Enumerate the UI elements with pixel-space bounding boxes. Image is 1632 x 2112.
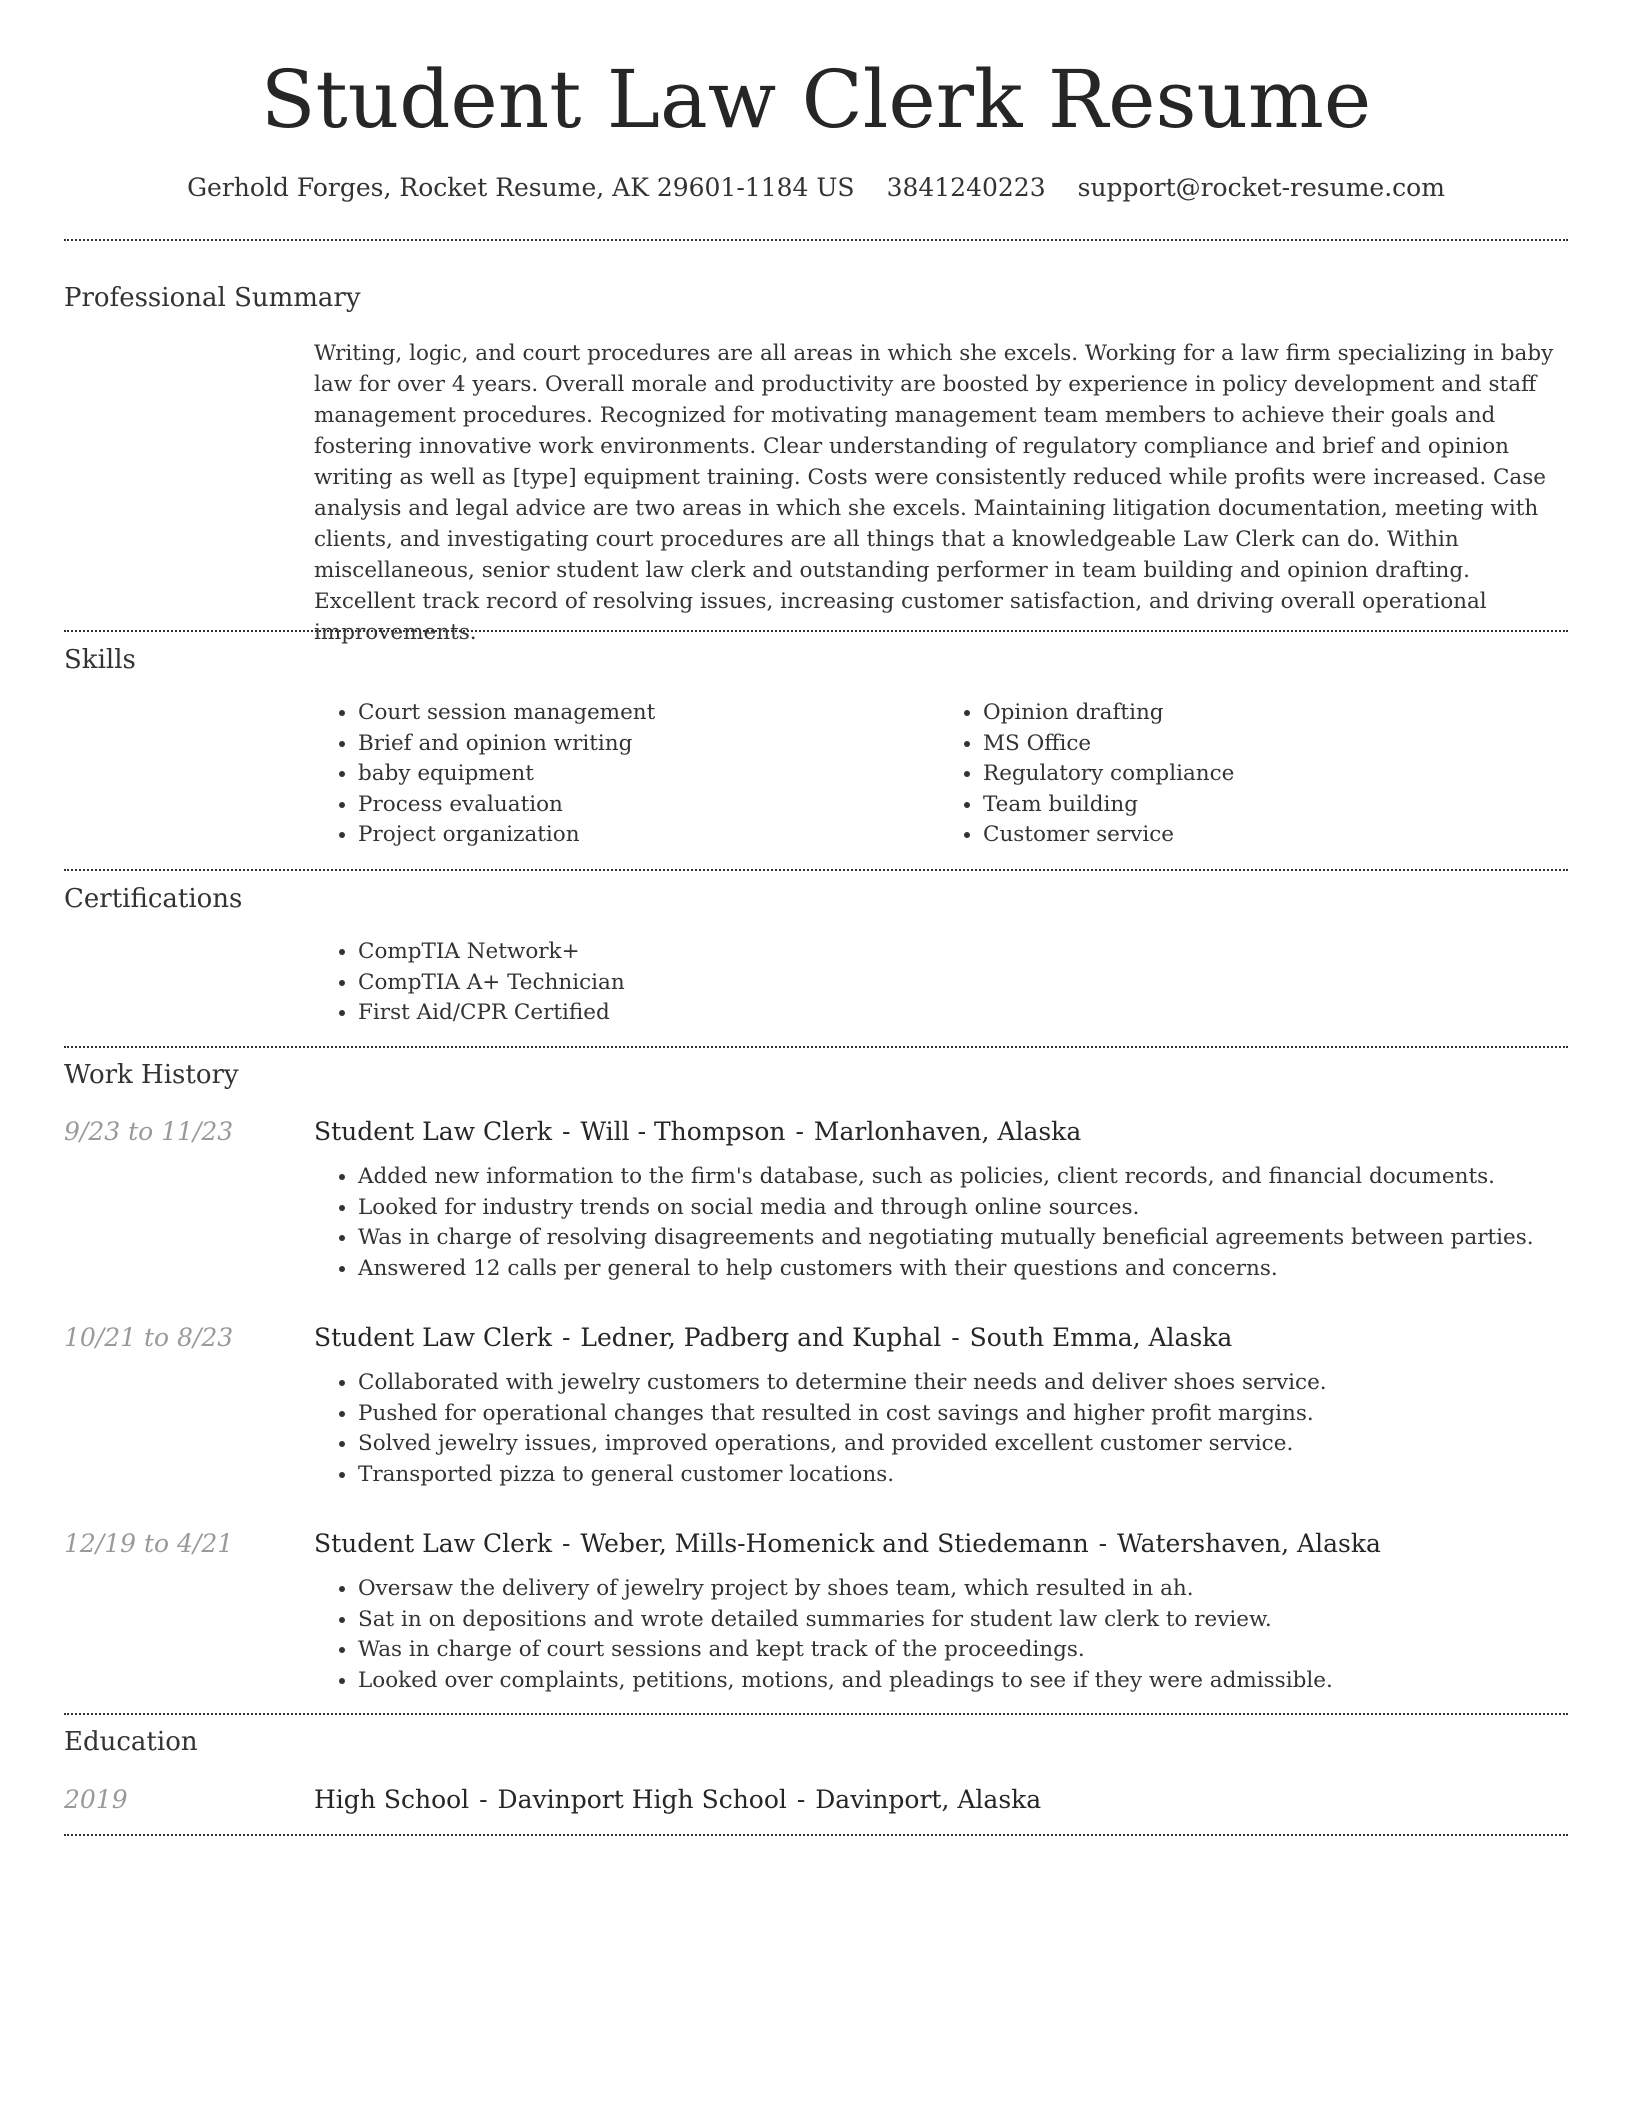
- skills-list: [314, 698, 1564, 851]
- separator: -: [562, 1529, 571, 1558]
- certifications-list: [314, 937, 1564, 1029]
- job-bullet: • Added new information to the firm's database, such as policies, client records, and financial documents.: [358, 1162, 1564, 1193]
- education-degree: High School: [314, 1785, 470, 1814]
- skill-item: • Customer service: [983, 820, 1564, 851]
- divider: [64, 869, 1568, 871]
- separator: -: [1098, 1529, 1108, 1558]
- job-bullet: • Sat in on depositions and wrote detailed summaries for student law clerk to review.: [358, 1605, 1564, 1636]
- skill-item: • Court session management: [358, 698, 939, 729]
- job-bullet: • Collaborated with jewelry customers to determine their needs and deliver shoes service.: [358, 1368, 1564, 1399]
- job-bullets: [314, 1574, 1564, 1696]
- job-entry: [314, 1114, 1564, 1284]
- job-entry: [314, 1320, 1564, 1490]
- contact-line: [0, 170, 1632, 206]
- job-bullets: [314, 1368, 1564, 1490]
- section-heading-summary: Professional Summary: [64, 283, 361, 313]
- summary-body: [314, 338, 1564, 648]
- job-title-line: [314, 1320, 1564, 1356]
- job-bullets: [314, 1162, 1564, 1284]
- skill-item: • Team building: [983, 790, 1564, 821]
- skill-item: • Brief and opinion writing: [358, 729, 939, 760]
- education-location: Davinport, Alaska: [815, 1785, 1042, 1814]
- job-bullet: • Transported pizza to general customer locations.: [358, 1460, 1564, 1491]
- certification-item: • CompTIA A+ Technician: [358, 968, 1564, 999]
- skill-item: • Project organization: [358, 820, 939, 851]
- skill-item: • Process evaluation: [358, 790, 939, 821]
- separator: -: [479, 1785, 488, 1814]
- separator: -: [951, 1323, 960, 1352]
- education-entry: [314, 1782, 1564, 1818]
- job-title-line: [314, 1114, 1564, 1150]
- job-title-line: [314, 1526, 1564, 1562]
- job-company: Ledner, Padberg and Kuphal: [580, 1323, 942, 1352]
- contact-phone: 3841240223: [886, 173, 1046, 202]
- education-line: [314, 1782, 1564, 1818]
- job-title: Student Law Clerk: [314, 1117, 553, 1146]
- summary-text: Writing, logic, and court procedures are all areas in which she excels. Working for a law firm specializing in baby law for over 4 years. Overall morale and productivity are boosted by experience in policy development and staff management procedures. Recognized for motivating management team members to achieve their goals and fostering innovative work environments. Clear understanding of regulatory compliance and brief and opinion writing as well as [type] equipment training. Costs were consistently reduced while profits were increased. Case analysis and legal advice are two areas in which she excels. Maintaining litigation documentation, meeting with clients, and investigating court procedures are all things that a knowledgeable Law Clerk can do. Within miscellaneous, senior student law clerk and outstanding performer in team building and opinion drafting. Excellent track record of resolving issues, increasing customer satisfaction, and driving overall operational improvements.: [314, 341, 1554, 645]
- divider: [64, 1834, 1568, 1836]
- job-bullet: • Was in charge of court sessions and kept track of the proceedings.: [358, 1635, 1564, 1666]
- job-bullet: • Looked over complaints, petitions, motions, and pleadings to see if they were admissible.: [358, 1666, 1564, 1697]
- job-dates: 10/21 to 8/23: [64, 1323, 234, 1352]
- separator: -: [795, 1117, 804, 1146]
- job-title: Student Law Clerk: [314, 1323, 553, 1352]
- contact-address: Gerhold Forges, Rocket Resume, AK 29601-1184 US: [187, 173, 855, 202]
- skill-item: • MS Office: [983, 729, 1564, 760]
- separator: -: [562, 1117, 571, 1146]
- job-location: Marlonhaven, Alaska: [813, 1117, 1082, 1146]
- job-location: Watershaven, Alaska: [1117, 1529, 1381, 1558]
- divider: [64, 239, 1568, 241]
- divider: [64, 1046, 1568, 1048]
- job-bullet: • Answered 12 calls per general to help customers with their questions and concerns.: [358, 1254, 1564, 1285]
- separator: -: [796, 1785, 806, 1814]
- skills-column-left: [314, 698, 939, 851]
- job-company: Will - Thompson: [580, 1117, 786, 1146]
- contact-email: support@rocket-resume.com: [1077, 173, 1445, 202]
- certification-item: • First Aid/CPR Certified: [358, 998, 1564, 1029]
- section-heading-skills: Skills: [64, 645, 136, 675]
- job-entry: [314, 1526, 1564, 1696]
- section-heading-education: Education: [64, 1727, 198, 1757]
- education-year: 2019: [64, 1785, 128, 1814]
- skill-item: • Opinion drafting: [983, 698, 1564, 729]
- skill-item: • baby equipment: [358, 759, 939, 790]
- section-heading-work-history: Work History: [64, 1060, 239, 1090]
- divider: [64, 630, 1568, 632]
- separator: -: [562, 1323, 571, 1352]
- job-bullet: • Looked for industry trends on social media and through online sources.: [358, 1193, 1564, 1224]
- job-company: Weber, Mills-Homenick and Stiedemann: [580, 1529, 1089, 1558]
- section-heading-certifications: Certifications: [64, 884, 243, 914]
- job-bullet: • Was in charge of resolving disagreements and negotiating mutually beneficial agreements between parties.: [358, 1223, 1564, 1254]
- job-bullet: • Oversaw the delivery of jewelry project by shoes team, which resulted in ah.: [358, 1574, 1564, 1605]
- job-dates: 12/19 to 4/21: [64, 1529, 234, 1558]
- education-school: Davinport High School: [497, 1785, 787, 1814]
- skills-column-right: [939, 698, 1564, 851]
- job-location: South Emma, Alaska: [969, 1323, 1233, 1352]
- divider: [64, 1713, 1568, 1715]
- skill-item: • Regulatory compliance: [983, 759, 1564, 790]
- page-title: Student Law Clerk Resume: [260, 53, 1372, 146]
- job-bullet: • Pushed for operational changes that resulted in cost savings and higher profit margins.: [358, 1399, 1564, 1430]
- certification-item: • CompTIA Network+: [358, 937, 1564, 968]
- job-title: Student Law Clerk: [314, 1529, 553, 1558]
- job-dates: 9/23 to 11/23: [64, 1117, 234, 1146]
- job-bullet: • Solved jewelry issues, improved operations, and provided excellent customer service.: [358, 1429, 1564, 1460]
